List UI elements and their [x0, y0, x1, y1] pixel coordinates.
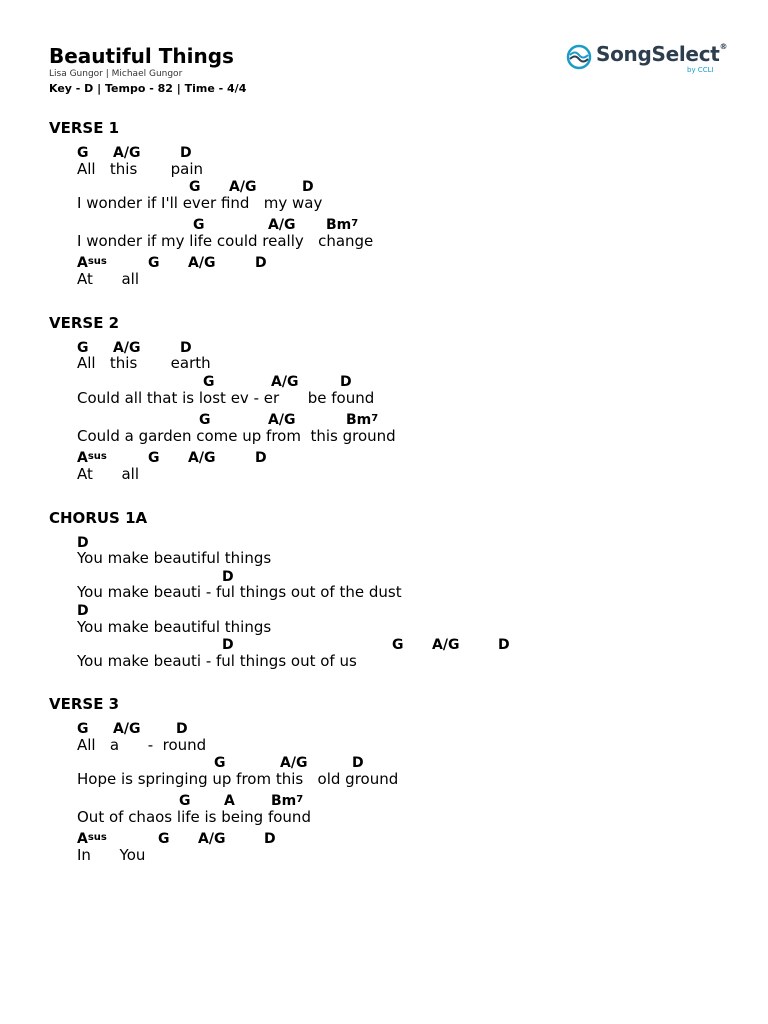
chord [229, 179, 256, 195]
lyric-line: I wonder if my life could really change [77, 232, 374, 250]
lyric-line: At all [77, 270, 140, 288]
chord [193, 217, 205, 233]
chord [255, 450, 267, 466]
chord [198, 831, 225, 847]
chord-root: D [180, 145, 192, 161]
chord-root: G [148, 450, 160, 466]
chord [268, 412, 295, 428]
chord-root: A/G [113, 340, 141, 356]
chord-root: D [255, 450, 267, 466]
chord-root: A/G [229, 179, 257, 195]
chord-root: D [352, 755, 364, 771]
chord-root: D [255, 255, 267, 271]
chord [432, 637, 459, 653]
chord [392, 637, 404, 653]
chord [158, 831, 170, 847]
lyric-line: Could all that is lost ev - er be found [77, 389, 375, 407]
chord-extension: 7 [351, 218, 359, 229]
logo-wordmark: SongSelect® [596, 42, 728, 66]
song-title: Beautiful Things [49, 44, 234, 68]
chord-root: D [222, 637, 234, 653]
chord-root: A [77, 450, 88, 466]
chord-root: Bm [326, 217, 352, 233]
chord-root: G [199, 412, 211, 428]
lyric-line: I wonder if I'll ever find my way [77, 194, 323, 212]
lyric-line: Could a garden come up from this ground [77, 427, 396, 445]
chord [113, 145, 140, 161]
lyric-line: At all [77, 465, 140, 483]
chord-root: D [302, 179, 314, 195]
chord-root: G [148, 255, 160, 271]
chord [188, 255, 215, 271]
logo-byline: by CCLI [687, 66, 714, 74]
chord-root: A/G [113, 145, 141, 161]
chord-extension: sus [87, 832, 107, 843]
chord-extension: sus [87, 256, 107, 267]
lyric-line: All a - round [77, 736, 207, 754]
section-heading: VERSE 1 [49, 119, 120, 137]
chord-root: D [340, 374, 352, 390]
chord [224, 793, 235, 809]
section-heading: VERSE 3 [49, 695, 120, 713]
chord [498, 637, 510, 653]
chord [179, 793, 191, 809]
chord [280, 755, 307, 771]
chord-root: A [224, 793, 235, 809]
chord [214, 755, 226, 771]
chord-root: G [77, 721, 89, 737]
chord-root: A [77, 255, 88, 271]
chord-root: G [203, 374, 215, 390]
chord [189, 179, 201, 195]
chord-root: A/G [188, 255, 216, 271]
lyric-line: All this earth [77, 354, 211, 372]
chord-root: G [77, 340, 89, 356]
chord-root: A/G [268, 217, 296, 233]
chord-root: A/G [113, 721, 141, 737]
chord-root: A [77, 831, 88, 847]
section-heading: CHORUS 1A [49, 509, 148, 527]
chord [148, 255, 160, 271]
chord-extension: 7 [296, 794, 304, 805]
chord [340, 374, 352, 390]
chord [199, 412, 211, 428]
chord-root: Bm [346, 412, 372, 428]
chord-root: D [176, 721, 188, 737]
chord-root: Bm [271, 793, 297, 809]
chord [188, 450, 215, 466]
chord [148, 450, 160, 466]
chord-root: D [77, 603, 89, 619]
chord-root: G [193, 217, 205, 233]
chord-root: D [264, 831, 276, 847]
chord [271, 374, 298, 390]
chord-root: D [77, 535, 89, 551]
chord-root: G [179, 793, 191, 809]
chord [77, 603, 89, 619]
chord [180, 145, 192, 161]
chord-extension: sus [87, 451, 107, 462]
chord-root: A/G [280, 755, 308, 771]
chord-root: D [180, 340, 192, 356]
chord-root: G [214, 755, 226, 771]
chord [176, 721, 188, 737]
chord-root: A/G [188, 450, 216, 466]
lyric-line: You make beauti - ful things out of the dust [77, 583, 402, 601]
lyric-line: You make beautiful things [77, 618, 272, 636]
lyric-line: Hope is springing up from this old ground [77, 770, 399, 788]
section-heading: VERSE 2 [49, 314, 120, 332]
chord [302, 179, 314, 195]
chord [222, 637, 234, 653]
chord [264, 831, 276, 847]
song-meta: Key - D | Tempo - 82 | Time - 4/4 [49, 82, 247, 95]
chord-root: G [189, 179, 201, 195]
chord [77, 145, 89, 161]
chord-extension: 7 [371, 413, 379, 424]
chord [352, 755, 364, 771]
chord-root: G [77, 145, 89, 161]
chord-root: A/G [271, 374, 299, 390]
chord [77, 721, 89, 737]
chord-root: A/G [198, 831, 226, 847]
chord [268, 217, 295, 233]
lyric-line: You make beautiful things [77, 549, 272, 567]
chord-root: D [222, 569, 234, 585]
chord-root: A/G [268, 412, 296, 428]
chord [255, 255, 267, 271]
chord-root: A/G [432, 637, 460, 653]
song-authors: Lisa Gungor | Michael Gungor [49, 69, 183, 79]
lyric-line: You make beauti - ful things out of us [77, 652, 357, 670]
chord-root: G [392, 637, 404, 653]
chord [113, 721, 140, 737]
lyric-line: Out of chaos life is being found [77, 808, 311, 826]
chord-root: D [498, 637, 510, 653]
chord-root: G [158, 831, 170, 847]
chord [203, 374, 215, 390]
lyric-line: In You [77, 846, 146, 864]
lyric-line: All this pain [77, 160, 204, 178]
